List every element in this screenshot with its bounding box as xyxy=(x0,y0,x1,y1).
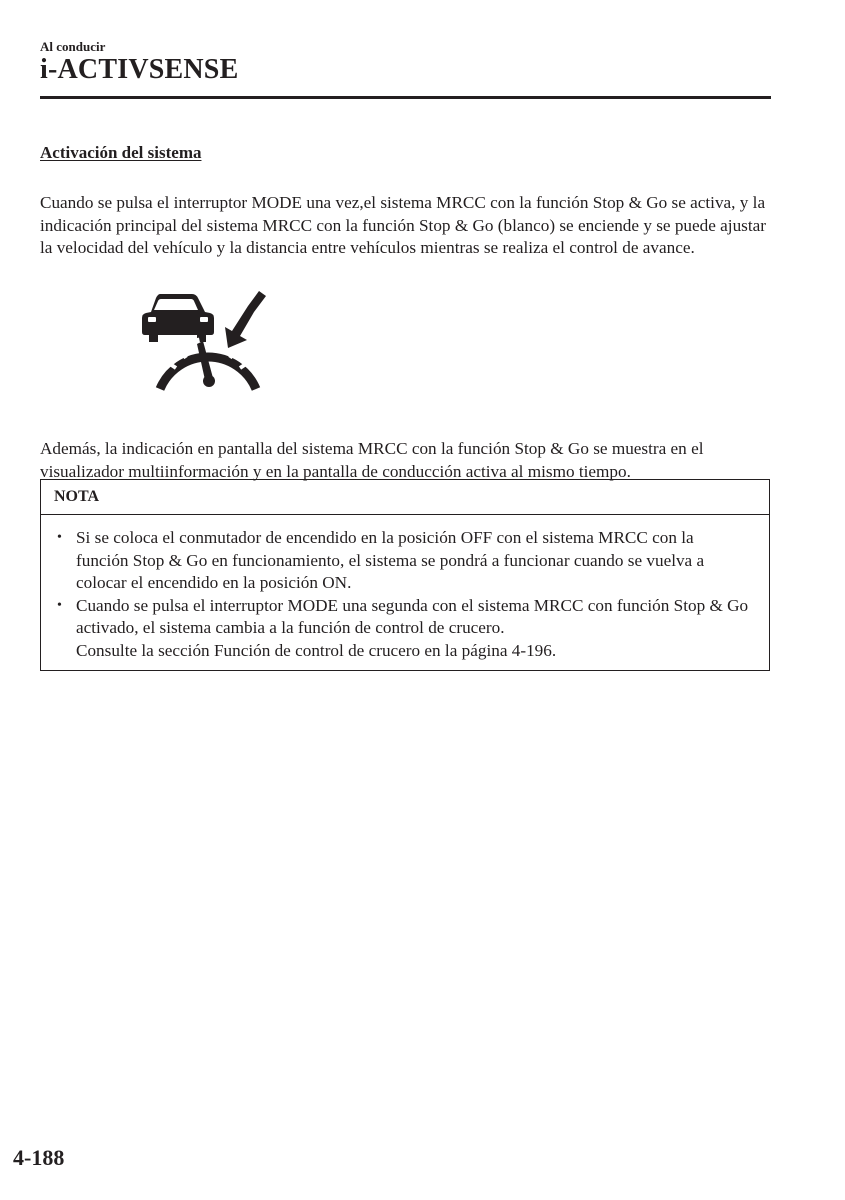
bullet-icon: • xyxy=(57,530,62,545)
arrow-icon xyxy=(225,291,266,348)
display-paragraph: Además, la indicación en pantalla del sistema MRCC con la función Stop & Go se muestra en el visualizador multiinformación y en la pantalla de conducción activa al mismo tiempo. xyxy=(40,439,704,481)
note-item-text: Si se coloca el conmutador de encendido en la posición OFF con el sistema MRCC con la función Stop & Go en funcionamiento, el sistema se pondrá a funcionar cuando se vuelva a colocar el encendido en la posición ON. xyxy=(76,528,705,592)
note-item-reference: Consulte la sección Función de control de crucero en la página 4-196. xyxy=(76,640,557,660)
car-icon xyxy=(142,294,214,342)
note-item xyxy=(56,527,749,595)
mrcc-stop-go-indicator-icon xyxy=(140,288,270,396)
note-header: NOTA xyxy=(41,480,769,515)
title-rule xyxy=(40,96,771,99)
bullet-icon: • xyxy=(57,597,62,613)
page-number: 4-188 xyxy=(13,1145,65,1170)
activation-paragraph: Cuando se pulsa el interruptor MODE una vez,el sistema MRCC con la función Stop & Go se activa, y la indicación principal del sistema MRCC con la función Stop & Go (blanco) se enciende y se puede ajustar la velocidad del vehículo y la distancia entre vehículos mientras se realiza el control de avance. xyxy=(40,193,766,258)
note-item-text: Cuando se pulsa el interruptor MODE una segunda con el sistema MRCC con función Stop & Go activado, el sistema cambia a la función de control de crucero. xyxy=(76,595,749,637)
note-box xyxy=(40,479,770,671)
needle-icon xyxy=(197,341,215,387)
section-subheading: Activación del sistema xyxy=(40,143,202,162)
note-list xyxy=(41,515,769,662)
note-item xyxy=(56,595,749,663)
section-label: Al conducir xyxy=(40,39,106,54)
page-title: i-ACTIVSENSE xyxy=(40,54,239,85)
